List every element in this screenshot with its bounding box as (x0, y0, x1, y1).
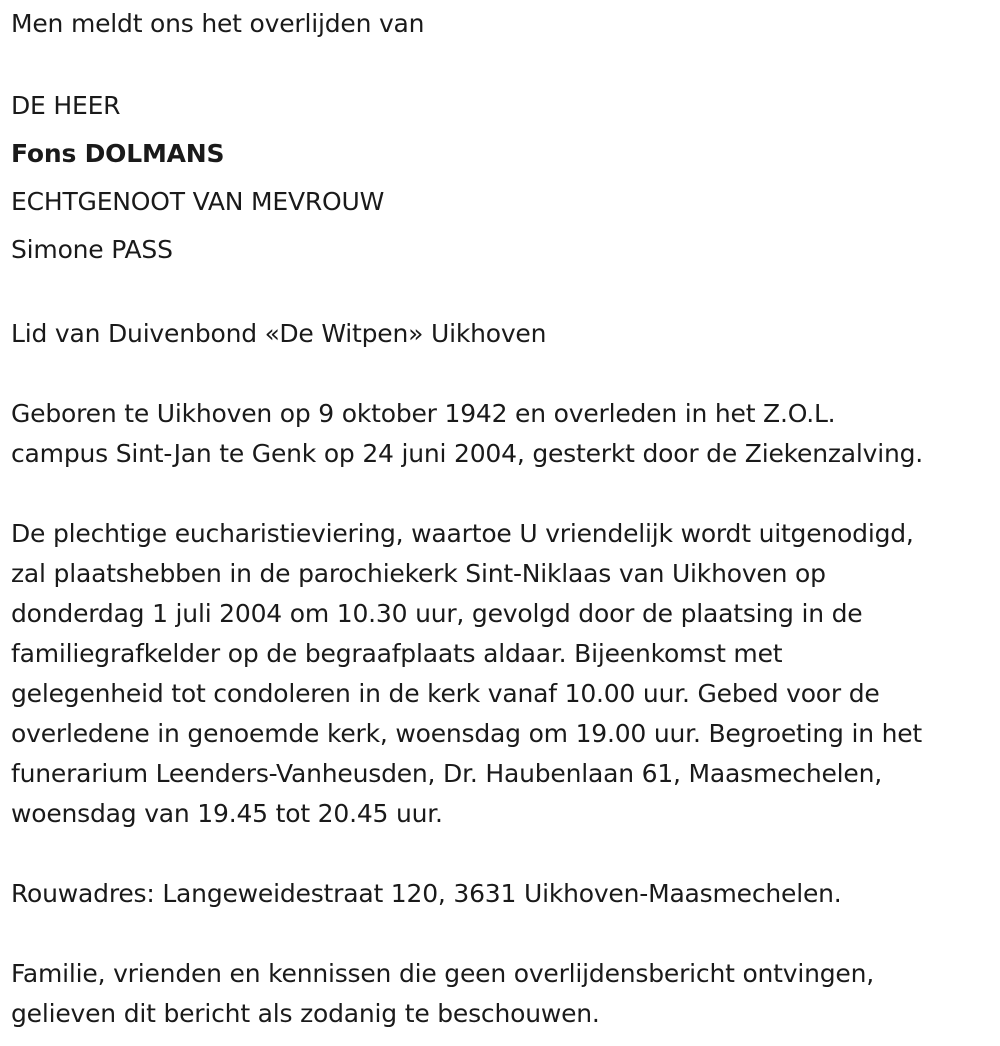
paragraph-line: donderdag 1 juli 2004 om 10.30 uur, gevolgd door de plaatsing in de (11, 599, 863, 628)
paragraph-line: familiegrafkelder op de begraafplaats aldaar. Bijeenkomst met (11, 639, 783, 668)
birth-death-paragraph (11, 394, 996, 474)
paragraph-line: gelieven dit bericht als zodanig te beschouwen. (11, 999, 600, 1028)
title-prefix: DE HEER (11, 91, 121, 120)
intro-text: Men meldt ons het overlijden van (11, 9, 425, 38)
spacer (11, 914, 996, 954)
paragraph-line: zal plaatshebben in de parochiekerk Sint-Niklaas van Uikhoven op (11, 559, 826, 588)
spacer (11, 354, 996, 394)
paragraph-line: campus Sint-Jan te Genk op 24 juni 2004, gesterkt door de Ziekenzalving. (11, 439, 924, 468)
paragraph-line: funerarium Leenders-Vanheusden, Dr. Haubenlaan 61, Maasmechelen, (11, 759, 882, 788)
spouse-name: Simone PASS (11, 235, 173, 264)
paragraph-line: woensdag van 19.45 tot 20.45 uur. (11, 799, 443, 828)
membership-text: Lid van Duivenbond «De Witpen» Uikhoven (11, 319, 547, 348)
closing-paragraph (11, 954, 996, 1034)
spacer (11, 474, 996, 514)
deceased-name: Fons DOLMANS (11, 139, 225, 168)
paragraph-line: De plechtige eucharistieviering, waartoe U vriendelijk wordt uitgenodigd, (11, 519, 914, 548)
paragraph-line: gelegenheid tot condoleren in de kerk vanaf 10.00 uur. Gebed voor de (11, 679, 880, 708)
obituary-notice (11, 0, 996, 1034)
paragraph-line: overledene in genoemde kerk, woensdag om 19.00 uur. Begroeting in het (11, 719, 923, 748)
mourning-address: Rouwadres: Langeweidestraat 120, 3631 Uikhoven-Maasmechelen. (11, 879, 842, 908)
ceremony-paragraph (11, 514, 996, 834)
deceased-heading (11, 82, 996, 274)
spacer (11, 834, 996, 874)
spouse-prefix: ECHTGENOOT VAN MEVROUW (11, 187, 385, 216)
paragraph-line: Geboren te Uikhoven op 9 oktober 1942 en overleden in het Z.O.L. (11, 399, 836, 428)
paragraph-line: Familie, vrienden en kennissen die geen overlijdensbericht ontvingen, (11, 959, 875, 988)
spacer (11, 274, 996, 314)
